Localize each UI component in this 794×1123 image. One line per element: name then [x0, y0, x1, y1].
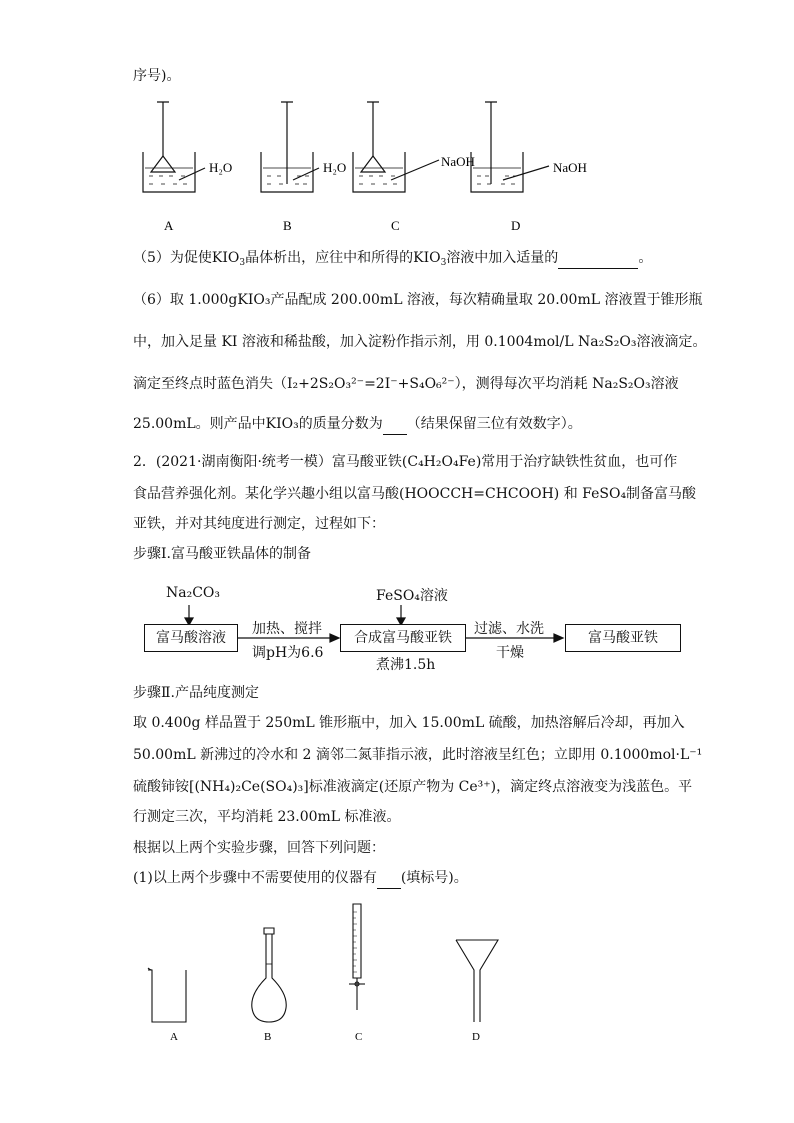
flow-arrow1-top: 加热、搅拌: [252, 621, 322, 637]
reagent-label-d: NaOH: [553, 160, 587, 175]
problem-2-line3: 亚铁，并对其纯度进行测定，过程如下：: [133, 516, 385, 532]
flow-box-synthesis: 合成富马酸亚铁: [340, 624, 466, 652]
question-6-line4: 25.00mL。则产品中KIO₃的质量分数为 （结果保留三位有效数字）。: [133, 414, 582, 435]
step-2-line1: 取 0.400g 样品置于 250mL 锥形瓶中，加入 15.00mL 硫酸，加热溶解后冷却，再加入: [133, 715, 685, 731]
option-label-c: C: [391, 218, 400, 233]
question-6-line3: 滴定至终点时蓝色消失（I₂+2S₂O₃²⁻=2I⁻+S₄O₆²⁻），测得每次平均消耗 Na₂S₂O₃溶液: [133, 376, 679, 392]
apparatus-figure: [133, 96, 587, 241]
instruments-figure: [140, 898, 510, 1048]
reagent-label-a: H₂O: [209, 160, 233, 175]
flow-box2-below: 煮沸1.5h: [376, 657, 436, 673]
reagent-label-c: NaOH: [441, 154, 475, 169]
reagent-label-b: H₂O: [323, 160, 347, 175]
step-2-line2: 50.00mL 新沸过的冷水和 2 滴邻二氮菲指示液，此时溶液呈红色；立即用 0.1000mol·L⁻¹: [133, 747, 703, 763]
step-2-line5: 根据以上两个实验步骤，回答下列问题：: [133, 840, 385, 856]
answer-blank-q5[interactable]: [558, 248, 638, 269]
question-6-line1: （6）取 1.000gKIO₃产品配成 200.00mL 溶液，每次精确量取 20.00mL 溶液置于锥形瓶: [133, 292, 703, 308]
step-1-title: 步骤Ⅰ.富马酸亚铁晶体的制备: [133, 546, 311, 562]
instrument-label-d: D: [472, 1031, 480, 1043]
question-5: （5）为促使$KIO_3$晶体析出，应往中和所得的$KIO_3$溶液中加入适量的 。: [133, 250, 653, 268]
flow-reagent-feso4: FeSO₄溶液: [376, 588, 448, 604]
answer-blank-q6[interactable]: [383, 414, 407, 435]
step-2-title: 步骤Ⅱ.产品纯度测定: [133, 685, 259, 701]
flow-arrow1-bottom: 调pH为6.6: [252, 645, 324, 661]
problem-2-line1: 2．(2021·湖南衡阳·统考一模）富马酸亚铁(C₄H₂O₄Fe)常用于治疗缺铁性贫血，也可作: [133, 454, 678, 470]
option-label-a: A: [164, 218, 174, 233]
question-1: (1)以上两个步骤中不需要使用的仪器有 (填标号)。: [133, 868, 468, 889]
option-label-b: B: [283, 218, 292, 233]
flow-arrow2-top: 过滤、水洗: [474, 621, 544, 637]
step-2-line4: 行测定三次，平均消耗 23.00mL 标准液。: [133, 809, 401, 825]
step-2-line3: 硫酸铈铵[(NH₄)₂Ce(SO₄)₃]标准液滴定(还原产物为 Ce³⁺)，滴定终点溶液变为浅蓝色。平: [133, 779, 693, 795]
instrument-label-b: B: [264, 1031, 272, 1043]
intro-tail: 序号)。: [133, 68, 181, 84]
answer-blank-q1[interactable]: [377, 868, 401, 889]
flow-box-product: 富马酸亚铁: [565, 624, 681, 652]
instrument-label-c: C: [355, 1031, 363, 1043]
problem-2-line2: 食品营养强化剂。某化学兴趣小组以富马酸(HOOCCH=CHCOOH) 和 FeSO₄制备富马酸: [133, 486, 697, 502]
question-6-line2: 中，加入足量 KI 溶液和稀盐酸，加入淀粉作指示剂，用 0.1004mol/L Na₂S₂O₃溶液滴定。: [133, 334, 707, 350]
flow-box-fumaric-acid: 富马酸溶液: [144, 624, 238, 652]
flow-arrow2-bottom: 干燥: [496, 645, 524, 661]
instrument-label-a: A: [170, 1031, 178, 1043]
flow-reagent-na2co3: Na₂CO₃: [166, 585, 221, 601]
option-label-d: D: [511, 218, 521, 233]
